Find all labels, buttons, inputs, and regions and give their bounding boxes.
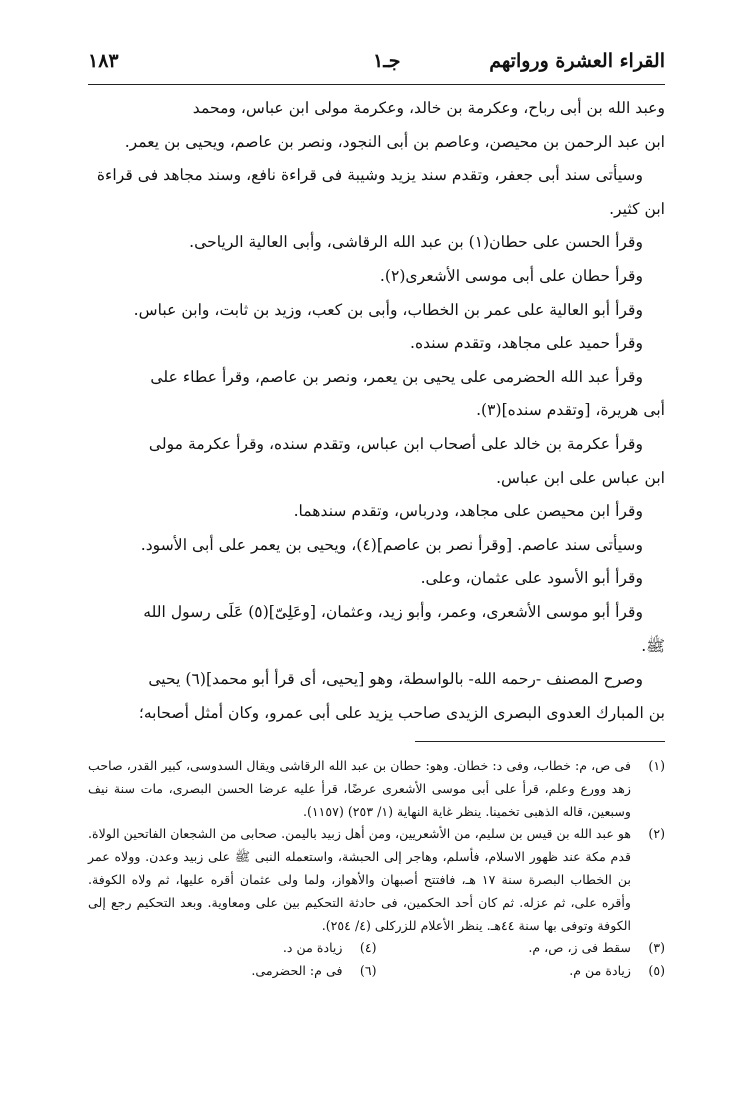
footnote-number: (١) (648, 758, 665, 773)
footnote-text: فى م: الحضرمى. (251, 963, 343, 979)
text-line: ابن كثير. (609, 199, 665, 218)
running-header (88, 46, 665, 80)
header-rule (88, 84, 665, 85)
footnote-text: فى ص، م: خطاب، وفى د: خطان. وهو: حطان بن عبد الله الرقاشى ويقال السدوسى، كبير القدر، صاحب زهد وورع وعلم، قرأ على أبى موسى الأشعرى عرضًا، قرأ عليه عرضا الحسن البصرى، مات سنة نيف وسبعين، قاله الذهبى تخمينا. ينظر غاية النهاية (١/ ٢٥٣) (١١٥٧). (88, 758, 631, 819)
text-line: وقرأ حميد على مجاهد، وتقدم سنده. (409, 334, 643, 353)
page-number: ١٨٣ (88, 50, 119, 72)
text-line: بن المبارك العدوى البصرى الزيدى صاحب يزيد على أبى عمرو، وكان أمثل أصحابه؛ (138, 703, 665, 722)
running-title: القراء العشرة ورواتهم (489, 50, 665, 72)
text-line: ابن عباس على ابن عباس. (496, 468, 665, 487)
footnote-4 (88, 937, 377, 960)
footnote-text: زيادة من م. (569, 963, 631, 979)
text-line: ابن عبد الرحمن بن محيصن، وعاصم بن أبى النجود، ونصر بن عاصم، ويحيى بن يعمر. (124, 132, 665, 151)
footnote-number: (٣) (648, 940, 665, 956)
text-line: وقرأ أبو العالية على عمر بن الخطاب، وأبى بن كعب، وزيد بن ثابت، وابن عباس. (133, 300, 643, 319)
footnote-number: (٤) (359, 940, 377, 956)
footnote-number: (٥) (648, 963, 665, 979)
footnote-3 (377, 937, 666, 960)
footnote-row (88, 937, 665, 960)
footnote-2 (88, 823, 665, 937)
main-text (88, 92, 665, 730)
footnote-6 (88, 960, 377, 983)
footnote-text: سقط فى ز، ص، م. (528, 940, 631, 956)
text-line: وقرأ أبو الأسود على عثمان، وعلى. (420, 569, 643, 588)
footnote-number: (٦) (359, 963, 377, 979)
text-line: وصرح المصنف -رحمه الله- بالواسطة، وهو [يحيى، أى قرأ أبو محمد](٦) يحيى (148, 670, 643, 689)
text-line: وقرأ حطان على أبى موسى الأشعرى(٢). (379, 266, 643, 285)
footnote-number: (٢) (648, 826, 665, 842)
footnotes (88, 755, 665, 983)
text-line: وعبد الله بن أبى رباح، وعكرمة بن خالد، وعكرمة مولى ابن عباس، ومحمد (192, 99, 665, 117)
text-line: وقرأ أبو موسى الأشعرى، وعمر، وأبو زيد، وعثمان، [وعَلِىّ](٥) عَلَى رسول الله (143, 602, 643, 621)
text-line: أبى هريرة، [وتقدم سنده](٣). (476, 401, 665, 420)
footnote-row (88, 960, 665, 983)
text-line: وقرأ عبد الله الحضرمى على يحيى بن يعمر، ونصر بن عاصم، وقرأ عطاء على (150, 367, 643, 386)
volume-marker: جـ١ (373, 50, 401, 72)
text-line: وقرأ الحسن على حطان(١) بن عبد الله الرقاشى، وأبى العالية الرياحى. (189, 233, 643, 252)
footnote-text: هو عبد الله بن قيس بن سليم، من الأشعريين، ومن أهل زبيد باليمن. صحابى من الشجعان الفاتحين الولاة. قدم مكة عند ظهور الاسلام، فأسلم، وهاجر إلى الحبشة، واستعمله النبى ﷺ على زبيد وعدن. وولاه عمر بن الخطاب البصرة سنة ١٧ هـ، فافتتح أصبهان والأهواز، ولما ولى عثمان أقره عليها، ثم ولاه الكوفة. وأقره على، ثم عزله. ثم كان أحد الحكمين، فى حادثة التحكيم بين على ومعاوية. وبعد التحكيم رجع إلى الكوفة وتوفى بها سنة ٤٤هـ. ينظر الأعلام للزركلى (٤/ ٢٥٤). (88, 826, 631, 933)
text-line: ﷺ. (641, 636, 665, 655)
footnote-5 (377, 960, 666, 983)
footnote-text: زيادة من د. (282, 940, 343, 956)
text-line: وسيأتى سند عاصم. [وقرأ نصر بن عاصم](٤)، ويحيى بن يعمر على أبى الأسود. (140, 535, 643, 554)
footnote-1 (88, 755, 665, 823)
text-line: وقرأ عكرمة بن خالد على أصحاب ابن عباس، وتقدم سنده، وقرأ عكرمة مولى (148, 434, 643, 453)
footnote-separator (415, 741, 665, 742)
text-line: وقرأ ابن محيصن على مجاهد، ودرباس، وتقدم سندهما. (293, 502, 643, 521)
text-line: وسيأتى سند أبى جعفر، وتقدم سند يزيد وشيبة فى قراءة نافع، وسند مجاهد فى قراءة (96, 166, 643, 185)
